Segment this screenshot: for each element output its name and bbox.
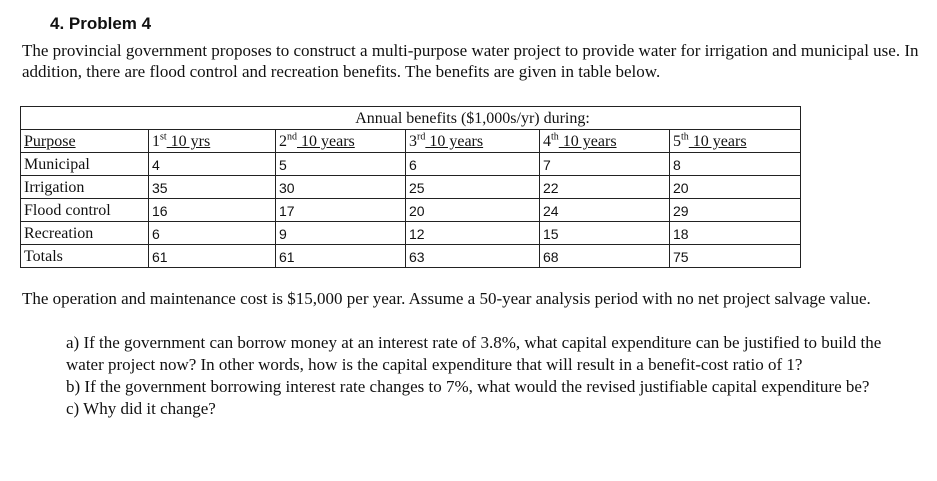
col-header-purpose: Purpose <box>21 130 149 153</box>
table-cell: 22 <box>540 176 670 199</box>
table-cell: 16 <box>149 199 276 222</box>
table-cell: 25 <box>406 176 540 199</box>
col-header-3: 3rd 10 years <box>406 130 540 153</box>
row-label: Flood control <box>21 199 149 222</box>
row-label: Irrigation <box>21 176 149 199</box>
table-cell: 68 <box>540 245 670 268</box>
column-header-row <box>21 130 801 153</box>
table-cell: 20 <box>406 199 540 222</box>
benefits-table <box>20 106 801 268</box>
question-a: a) If the government can borrow money at an interest rate of 3.8%, what capital expenditure can be justified to build the water project now? In other words, how is the capital expenditure that will result in a benefit-cost ratio of 1? <box>66 333 882 374</box>
col-header-5: 5th 10 years <box>670 130 801 153</box>
table-cell: 4 <box>149 153 276 176</box>
table-cell: 29 <box>670 199 801 222</box>
table-cell: 9 <box>276 222 406 245</box>
table-cell: 12 <box>406 222 540 245</box>
table-cell: 63 <box>406 245 540 268</box>
problem-heading: 4. Problem 4 <box>50 14 152 33</box>
table-row <box>21 153 801 176</box>
row-label: Recreation <box>21 222 149 245</box>
question-c: c) Why did it change? <box>66 399 216 418</box>
col-header-4: 4th 10 years <box>540 130 670 153</box>
col-header-2: 2nd 10 years <box>276 130 406 153</box>
table-row <box>21 176 801 199</box>
question-b: b) If the government borrowing interest rate changes to 7%, what would the revised justifiable capital expenditure be? <box>66 377 870 396</box>
table-cell: 6 <box>149 222 276 245</box>
table-row <box>21 199 801 222</box>
table-cell: 61 <box>149 245 276 268</box>
row-label: Totals <box>21 245 149 268</box>
problem-intro: The provincial government proposes to construct a multi-purpose water project to provide water for irrigation and municipal use. In addition, there are flood control and recreation benefits. The benefits are given in table below. <box>22 41 919 81</box>
table-cell: 20 <box>670 176 801 199</box>
row-label: Municipal <box>21 153 149 176</box>
table-cell: 17 <box>276 199 406 222</box>
annual-header-row <box>21 107 801 130</box>
table-cell: 8 <box>670 153 801 176</box>
cost-statement: The operation and maintenance cost is $15,000 per year. Assume a 50-year analysis period with no net project salvage value. <box>22 289 871 308</box>
table-cell: 6 <box>406 153 540 176</box>
table-cell: 5 <box>276 153 406 176</box>
question-list <box>66 332 921 420</box>
annual-benefits-header: Annual benefits ($1,000s/yr) during: <box>276 107 670 130</box>
table-cell: 15 <box>540 222 670 245</box>
table-cell: 24 <box>540 199 670 222</box>
table-corner-cell <box>21 107 149 130</box>
col-header-1: 1st 10 yrs <box>149 130 276 153</box>
table-row-totals <box>21 245 801 268</box>
table-cell: 30 <box>276 176 406 199</box>
table-cell: 18 <box>670 222 801 245</box>
table-cell: 35 <box>149 176 276 199</box>
table-row <box>21 222 801 245</box>
table-cell: 61 <box>276 245 406 268</box>
table-cell: 7 <box>540 153 670 176</box>
table-cell: 75 <box>670 245 801 268</box>
